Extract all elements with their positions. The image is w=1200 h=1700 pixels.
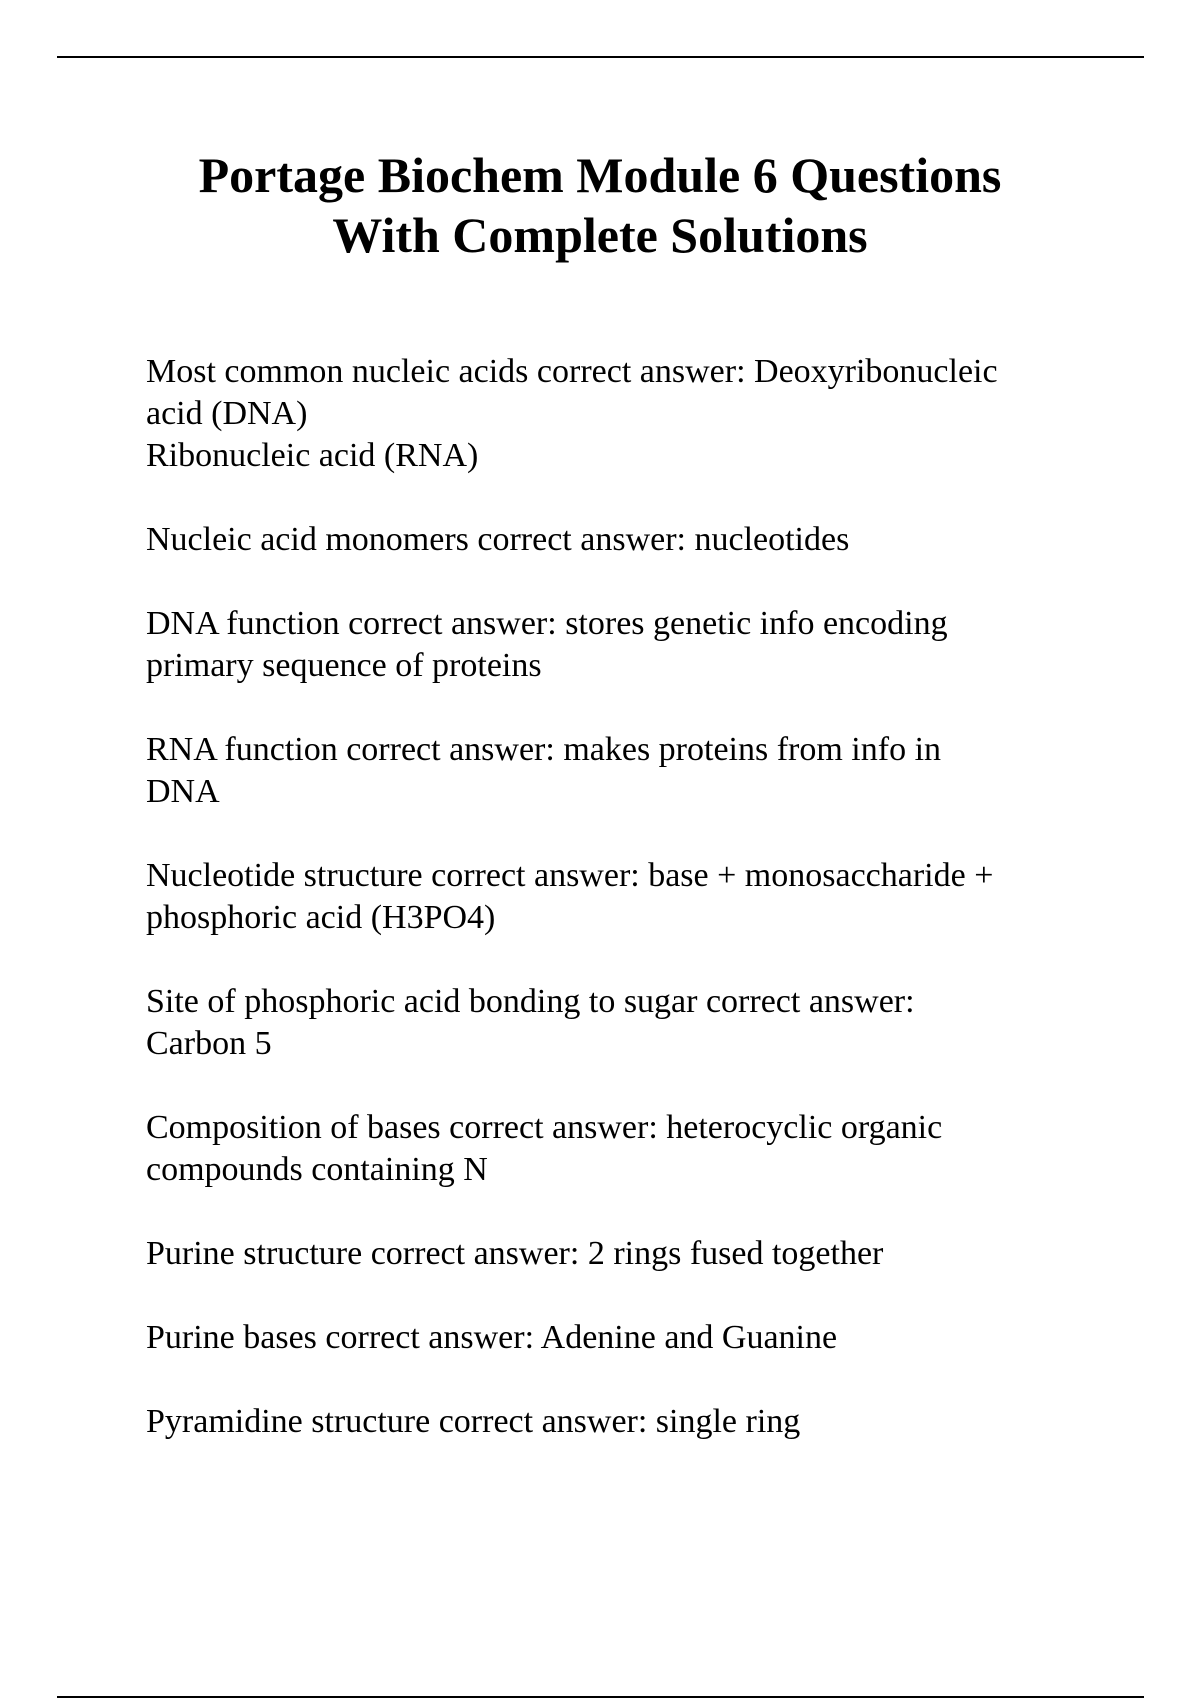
qa-line: RNA function correct answer: makes proteins from info in: [146, 731, 942, 768]
title-line: Portage Biochem Module 6 Questions: [198, 147, 1002, 203]
qa-line: phosphoric acid (H3PO4): [146, 899, 496, 936]
qa-list: [146, 351, 1086, 1485]
qa-line: Ribonucleic acid (RNA): [146, 437, 479, 474]
qa-item: [146, 1317, 1086, 1359]
qa-line: Site of phosphoric acid bonding to sugar correct answer:: [146, 983, 915, 1020]
qa-line: Nucleic acid monomers correct answer: nucleotides: [146, 521, 850, 558]
qa-item: [146, 1107, 1086, 1191]
qa-line: Composition of bases correct answer: heterocyclic organic: [146, 1109, 943, 1146]
top-divider: [57, 56, 1144, 58]
qa-item: [146, 1401, 1086, 1443]
qa-line: compounds containing N: [146, 1151, 488, 1188]
qa-item: [146, 855, 1086, 939]
qa-line: acid (DNA): [146, 395, 308, 432]
qa-line: Nucleotide structure correct answer: base + monosaccharide +: [146, 857, 994, 894]
qa-item: [146, 729, 1086, 813]
qa-line: Purine structure correct answer: 2 rings fused together: [146, 1235, 884, 1272]
qa-line: DNA: [146, 773, 220, 810]
page-title: [0, 145, 1200, 265]
qa-line: Purine bases correct answer: Adenine and Guanine: [146, 1319, 838, 1356]
title-line: With Complete Solutions: [332, 207, 868, 263]
qa-item: [146, 1233, 1086, 1275]
qa-item: [146, 603, 1086, 687]
bottom-divider: [57, 1696, 1144, 1698]
qa-item: [146, 519, 1086, 561]
qa-item: [146, 981, 1086, 1065]
qa-item: [146, 351, 1086, 477]
qa-line: Most common nucleic acids correct answer: Deoxyribonucleic: [146, 353, 998, 390]
qa-line: Carbon 5: [146, 1025, 272, 1062]
qa-line: Pyramidine structure correct answer: single ring: [146, 1403, 801, 1440]
qa-line: primary sequence of proteins: [146, 647, 542, 684]
qa-line: DNA function correct answer: stores genetic info encoding: [146, 605, 948, 642]
